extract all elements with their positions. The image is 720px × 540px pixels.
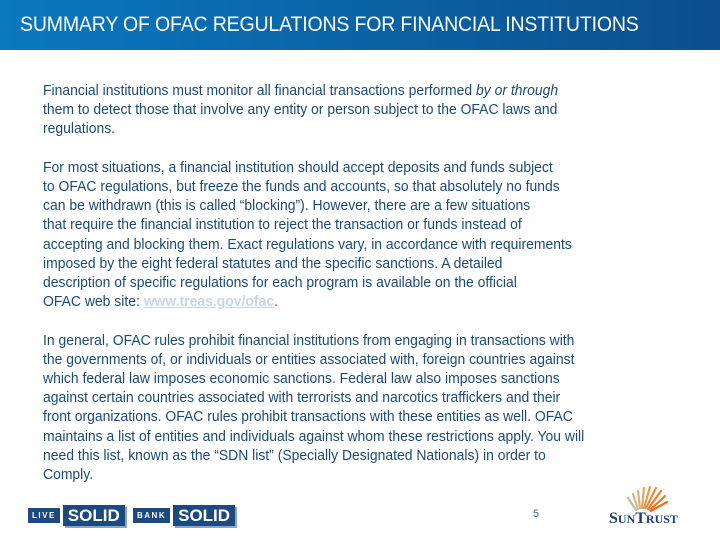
bank-solid-badge: BANK SOLID bbox=[133, 505, 235, 526]
ofac-website-link[interactable]: www.treas.gov/ofac bbox=[143, 294, 275, 311]
slide-title: SUMMARY OF OFAC REGULATIONS FOR FINANCIAL INSTITUTIONS bbox=[20, 13, 639, 36]
paragraph-sdn-list: In general, OFAC rules prohibit financial institutions from engaging in transactions with the governments of, or individuals or entities associated with, foreign countries against which federal law imposes economic sanctions. Federal law also imposes sanctions against certain countries associated with terrorists and narcotics traffickers and their front organizations. OFAC rules prohibit transactions with these entities as well. OFAC maintains a list of entities and individuals against whom these restrictions apply. You will need this list, known as the “SDN list” (Specially Designated Nationals) in order to Comply. bbox=[43, 332, 585, 484]
page-number: 5 bbox=[533, 508, 540, 520]
emphasis-text: by or through bbox=[476, 83, 559, 99]
suntrust-logo: SUNTRUST bbox=[609, 510, 678, 527]
live-solid-badge: LIVE SOLID bbox=[28, 505, 125, 526]
slide-header bbox=[0, 0, 720, 50]
paragraph-blocking: For most situations, a financial institution should accept deposits and funds subject to OFAC regulations, but freeze the funds and accounts, so that absolutely no funds can be withdrawn (this is called “blocking”). However, there are a few situations that require the financial institution to reject the transaction or funds instead of accepting and blocking them. Exact regulations vary, in accordance with requirements imposed by the eight federal statutes and the specific sanctions. A detailed description of specific regulations for each program is available on the official OFAC web site: www.treas.gov/ofac. bbox=[43, 159, 572, 311]
paragraph-monitoring: Financial institutions must monitor all financial transactions performed by or through them to detect those that involve any entity or person subject to the OFAC laws and regulations. bbox=[43, 83, 559, 138]
slide-body bbox=[43, 82, 683, 504]
